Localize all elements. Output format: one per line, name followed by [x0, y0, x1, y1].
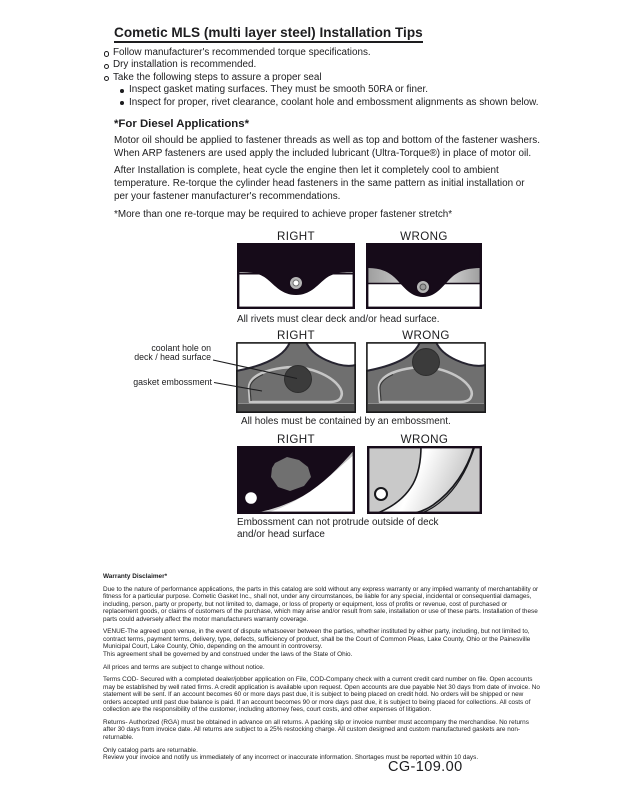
protrusion-right-graphic [237, 446, 355, 514]
installation-tips-list [104, 47, 542, 109]
disclaimer-returns-paragraph: Returns- Authorized (RGA) must be obtained in advance on all returns. A packing slip or invoice number must accompany the merchandise. No returns after 30 days from invoice date. All returns are subject to a 25% restocking charge. All custom designed and custom manufactured gaskets are non-returnable. [103, 719, 529, 741]
retorque-note: *More than one re-torque may be required to achieve proper fastener stretch* [114, 209, 453, 220]
row3-wrong-diagram [367, 446, 482, 514]
list-item [104, 59, 542, 71]
list-item-text: Follow manufacturer's recommended torque specifications. [113, 47, 371, 58]
document-number: CG-109.00 [388, 759, 463, 775]
rivet-clearance-right-graphic [237, 243, 355, 309]
disclaimer-review-note: Review your invoice and notify us immediately of any incorrect or inaccurate information. Shortages must be reported within 10 days. [103, 754, 479, 762]
protrusion-wrong-graphic [367, 446, 482, 514]
diesel-paragraph-2: After Installation is complete, heat cycle the engine then let it completely cool to ambient temperature. Re-torque the cylinder head fasteners in the same pattern as initial installation or per your fastener manufacturer's recommendations. [114, 165, 525, 202]
page-title: Cometic MLS (multi layer steel) Installation Tips [114, 25, 423, 43]
row1-wrong-diagram [366, 243, 482, 309]
row1-right-diagram [237, 243, 355, 309]
list-item [120, 97, 542, 109]
deck-bottom-band [368, 404, 484, 412]
row3-caption [237, 517, 438, 541]
list-item [120, 84, 542, 96]
row3-right-label: RIGHT [276, 433, 316, 446]
bolt-hole [245, 492, 257, 504]
list-item-text: Dry installation is recommended. [113, 59, 257, 71]
list-item [104, 72, 542, 84]
disclaimer-warranty-paragraph: Due to the nature of performance applications, the parts in this catalog are sold without any express warranty or any implied warranty of merchantability or fitness for a particular purpose. Cometic Gasket Inc., shall not, under any circumstances, be liable for any special, incidental or consequential damages, including, person, party or property, but not limited to, damage, or loss of property or equipment, loss of profits or revenue, cost of purchased or replacement goods, or claims of customers of the purchase, which may arise and/or result from sale, installation or use of these parts. Installation of these parts could adversely affect the motor manufacturers warranty coverage. [103, 585, 539, 623]
coolant-hole [413, 349, 440, 376]
disclaimer-catalog-note: Only catalog parts are returnable. [103, 746, 198, 754]
embossment-wrong-graphic [366, 342, 486, 413]
callout-line-2: deck / head surface [134, 351, 211, 362]
bolt-hole [375, 488, 387, 500]
coolant-hole-callout [118, 344, 211, 362]
disclaimer-terms-paragraph: Terms COD- Secured with a completed dealer/jobber application on File, COD-Company check with a current credit card number on file. Open accounts may be established by well rated firms. A credit application is available upon request. Open accounts are due payable Net 30 days from date of invoice. No statement will be sent. If an account becomes 60 or more days past due, it is subject to being placed on credit hold. No orders will be shipped or new orders accepted until past due balance is paid. If an account becomes 90 or more days past due, it is subject to being placed for collections. All costs of collection are the responsibility of the customer, including attorney fees, court costs, and other expenses of litigation. [103, 676, 540, 714]
row1-wrong-label: WRONG [400, 230, 448, 243]
list-item-text: Inspect for proper, rivet clearance, coolant hole and embossment alignments as shown below. [129, 96, 539, 108]
row3-caption-line2: and/or head surface [237, 528, 325, 540]
diesel-section-heading: *For Diesel Applications* [114, 118, 250, 130]
row3-right-diagram [237, 446, 355, 514]
gasket-embossment-callout: gasket embossment [133, 377, 212, 387]
diesel-paragraph-1: Motor oil should be applied to fastener threads as well as top and bottom of the fastener washers. When ARP fasteners are used apply the included lubricant (Ultra-Torque®) in place of motor oil. [114, 135, 540, 159]
disclaimer-heading: Warranty Disclaimer* [103, 573, 168, 580]
callout-line-1: coolant hole on [151, 343, 211, 353]
open-bullet-icon [104, 64, 109, 69]
list-item-text: Inspect gasket mating surfaces. They must be smooth 50RA or finer. [129, 84, 428, 96]
row1-right-label: RIGHT [276, 230, 316, 243]
disclaimer-venue-paragraph: VENUE-The agreed upon venue, in the event of dispute whatsoever between the parties, whether instituted by either party, including, but not limited to, contract terms, payment terms, delivery, type, defects, sufficiency of product, shall be the Court of Common Pleas, Lake County, Ohio or the Painesville Municipal Court, Lake County, Ohio, depending on the amount in controversy. [103, 628, 531, 651]
disclaimer-governing-law: This agreement shall be governed by and construed under the laws of the State of Ohio. [103, 650, 353, 658]
filled-bullet-icon [120, 101, 124, 105]
row2-wrong-label: WRONG [402, 329, 450, 342]
list-item-text: Take the following steps to assure a proper seal [113, 71, 322, 83]
rivet-center [420, 284, 426, 290]
row1-caption: All rivets must clear deck and/or head surface. [237, 314, 440, 325]
filled-bullet-icon [120, 89, 124, 93]
open-bullet-icon [104, 76, 109, 81]
row2-right-label: RIGHT [276, 329, 316, 342]
row3-wrong-label: WRONG [400, 433, 449, 446]
list-item [104, 47, 542, 59]
deck-bottom-band [238, 404, 354, 412]
disclaimer-prices-note: All prices and terms are subject to change without notice. [103, 663, 265, 671]
rivet-center [293, 280, 299, 286]
rivet-clearance-wrong-graphic [366, 243, 482, 309]
row2-wrong-diagram [366, 342, 486, 413]
row3-caption-line1: Embossment can not protrude outside of deck [237, 517, 439, 528]
warranty-disclaimer-section [103, 573, 540, 762]
callout-leader-lines [205, 352, 305, 396]
row2-caption: All holes must be contained by an embossment. [241, 416, 451, 427]
open-bullet-icon [104, 51, 109, 56]
